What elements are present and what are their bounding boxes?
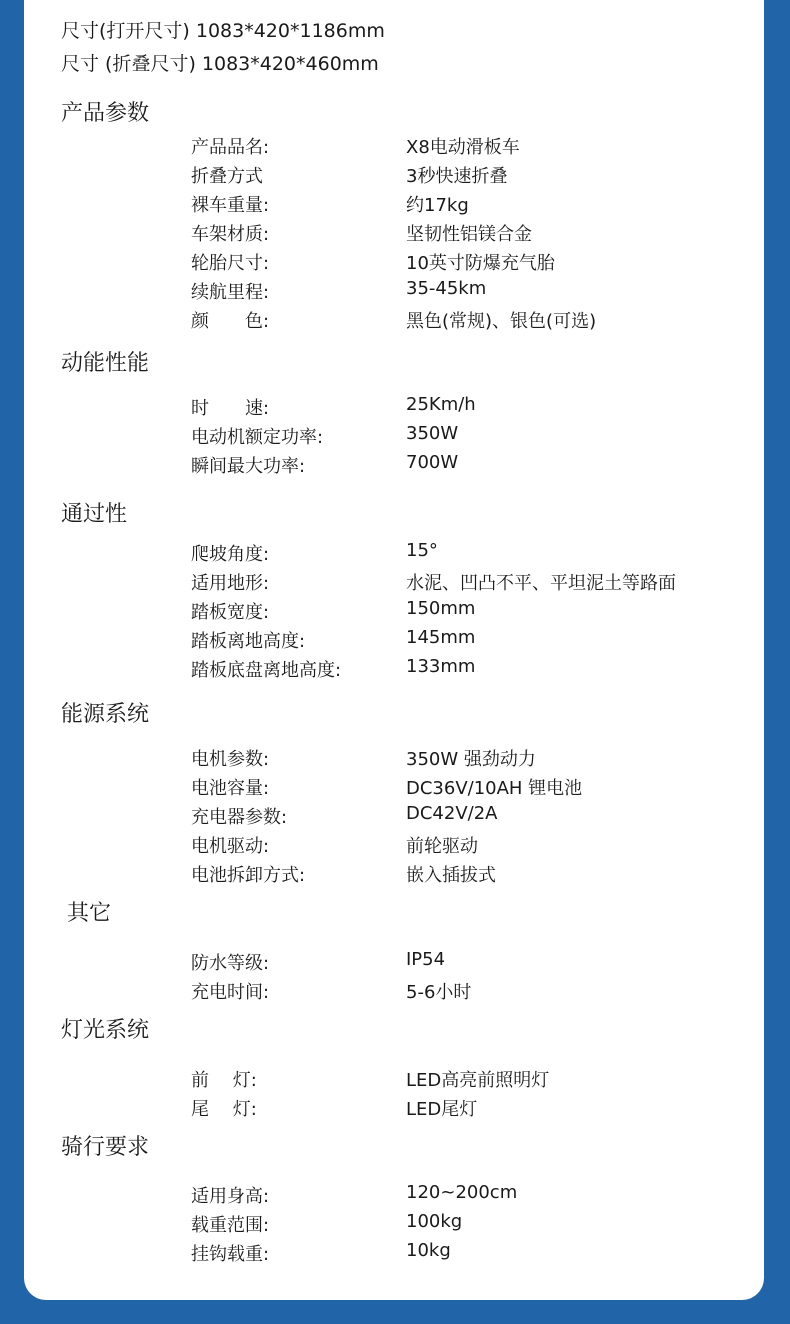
spec-value: 120~200cm	[406, 1182, 518, 1203]
spec-value: 前轮驱动	[406, 836, 478, 857]
section-title: 产品参数	[61, 101, 150, 126]
spec-label: 电机参数:	[191, 749, 270, 770]
spec-label: 尾 灯:	[191, 1099, 257, 1120]
spec-value: LED高亮前照明灯	[406, 1070, 550, 1091]
spec-label: 踏板底盘离地高度:	[191, 660, 342, 681]
section-title: 动能性能	[61, 351, 150, 376]
spec-label: 充电时间:	[191, 982, 270, 1003]
spec-label: 踏板离地高度:	[191, 631, 306, 652]
spec-value: 坚韧性铝镁合金	[406, 224, 532, 245]
spec-label: 适用地形:	[191, 573, 270, 594]
spec-value: IP54	[406, 949, 446, 970]
spec-card	[24, 0, 764, 1300]
dimension-folded: 尺寸 (折叠尺寸) 1083*420*460mm	[61, 53, 379, 75]
spec-label: 电机驱动:	[191, 836, 270, 857]
spec-label: 车架材质:	[191, 224, 270, 245]
spec-label: 产品品名:	[191, 137, 270, 158]
section-title: 其它	[67, 901, 112, 926]
section-title: 能源系统	[61, 702, 150, 727]
spec-value: X8电动滑板车	[406, 137, 520, 158]
spec-value: LED尾灯	[406, 1099, 478, 1120]
spec-value: 5-6小时	[406, 982, 472, 1003]
spec-label: 电池容量:	[191, 778, 270, 799]
spec-value: 水泥、凹凸不平、平坦泥土等路面	[406, 573, 676, 594]
spec-label: 颜 色:	[191, 311, 270, 332]
spec-value: 3秒快速折叠	[406, 166, 508, 187]
spec-label: 防水等级:	[191, 953, 270, 974]
spec-label: 载重范围:	[191, 1215, 270, 1236]
spec-value: 嵌入插拔式	[406, 865, 496, 886]
spec-label: 时 速:	[191, 398, 270, 419]
spec-value: 黑色(常规)、银色(可选)	[406, 311, 597, 332]
spec-label: 瞬间最大功率:	[191, 456, 306, 477]
spec-value: 700W	[406, 452, 459, 473]
spec-label: 爬坡角度:	[191, 544, 270, 565]
spec-value: 约17kg	[406, 195, 469, 216]
spec-value: 15°	[406, 540, 438, 561]
section-title: 灯光系统	[61, 1018, 150, 1043]
spec-label: 适用身高:	[191, 1186, 270, 1207]
spec-value: 350W	[406, 423, 459, 444]
spec-value: 350W 强劲动力	[406, 749, 536, 770]
spec-value: 133mm	[406, 656, 476, 677]
spec-value: DC36V/10AH 锂电池	[406, 778, 583, 799]
spec-label: 前 灯:	[191, 1070, 257, 1091]
spec-label: 踏板宽度:	[191, 602, 270, 623]
spec-value: 25Km/h	[406, 394, 476, 415]
spec-value: 10kg	[406, 1240, 451, 1261]
spec-label: 续航里程:	[191, 282, 270, 303]
spec-label: 电池拆卸方式:	[191, 865, 306, 886]
spec-label: 折叠方式	[191, 166, 263, 187]
spec-label: 裸车重量:	[191, 195, 270, 216]
spec-label: 电动机额定功率:	[191, 427, 324, 448]
spec-label: 挂钩载重:	[191, 1244, 270, 1265]
spec-value: 145mm	[406, 627, 476, 648]
section-title: 通过性	[61, 502, 128, 527]
spec-label: 充电器参数:	[191, 807, 288, 828]
spec-label: 轮胎尺寸:	[191, 253, 270, 274]
spec-value: 150mm	[406, 598, 476, 619]
spec-value: 10英寸防爆充气胎	[406, 253, 555, 274]
spec-value: 35-45km	[406, 278, 487, 299]
dimension-open: 尺寸(打开尺寸) 1083*420*1186mm	[61, 20, 385, 42]
spec-value: DC42V/2A	[406, 803, 498, 824]
spec-value: 100kg	[406, 1211, 463, 1232]
section-title: 骑行要求	[61, 1135, 150, 1160]
